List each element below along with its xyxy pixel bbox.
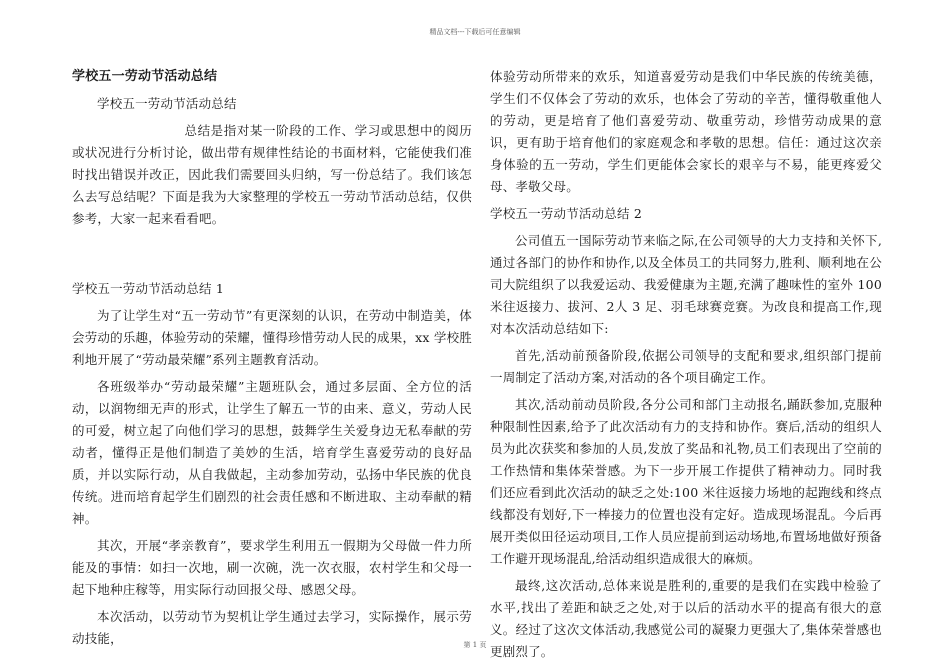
- page-header: 精品文档---下载后可任意编辑: [429, 28, 521, 36]
- paragraph: 体验劳动所带来的欢乐，知道喜爱劳动是我们中华民族的传统美德，学生们不仅体会了劳动的欢乐，也体会了劳动的辛苦，懂得敬重他人的劳动，更是培育了他们喜爱劳动、敬重劳动，珍惜劳动成果的意识，更有助于培育他们的家庭观念和孝敬的思想。信任：通过这次亲身体验的五一劳动，学生们更能体会家长的艰辛与不易，能更疼爱父母、孝敬父母。: [490, 69, 882, 194]
- intro-paragraph: 总结是指对某一阶段的工作、学习或思想中的阅历或状况进行分析讨论，做出带有规律性结论的书面材料，它能使我们准时找出错误并改正，因此我们需要回头归纳，写一份总结了。我们该怎么去写总结呢？下面是我为大家整理的学校五一劳动节活动总结，仅供参考，大家一起来看看吧。: [72, 123, 472, 226]
- left-column: [72, 66, 472, 650]
- paragraph: 为了让学生对“五一劳动节”有更深刻的认识，在劳动中制造美，体会劳动的乐趣，体验劳动的荣耀，懂得珍惜劳动人民的成果，xx 学校胜利地开展了“劳动最荣耀”系列主题教育活动。: [72, 308, 472, 367]
- paragraph: 其次，开展“孝亲教育”，要求学生利用五一假期为父母做一件力所能及的事情：如扫一次地，刷一次碗，洗一次衣服，农村学生和父母一起下地种庄稼等，用实际行动回报父母、感恩父母。: [72, 538, 472, 597]
- paragraph: 其次,活动前动员阶段,各分公司和部门主动报名,踊跃参加,克服种种限制性因素,给予了此次活动有力的支持和协作。赛后,活动的组织人员为此次获奖和参加的人员,发放了奖品和礼物,员工们表现出了空前的工作热情和集体荣誉感。为下一步开展工作提供了精神动力。同时我们还应看到此次活动的缺乏之处:100 米往返接力场地的起跑线和终点线都没有划好,下一棒接力的位置也没有定好。造成现场混乱。今后再展开类似田径运动项目,工作人员应提前到运动场地,布置场地做好预备工作避开现场混乱,给活动组织造成很大的麻烦。: [490, 397, 882, 566]
- paragraph: 本次活动，以劳动节为契机让学生通过去学习，实际操作，展示劳动技能，: [72, 609, 472, 646]
- paragraph: 首先,活动前预备阶段,依据公司领导的支配和要求,组织部门提前一周制定了活动方案,对活动的各个项目确定工作。: [490, 348, 882, 385]
- page-footer: 第 1 页: [463, 641, 487, 649]
- right-column: [490, 66, 882, 663]
- section-heading-2: 学校五一劳动节活动总结 2: [490, 206, 643, 221]
- section-heading-1: 学校五一劳动节活动总结 1: [72, 281, 225, 296]
- document-title: 学校五一劳动节活动总结: [72, 69, 218, 84]
- paragraph: 公司值五一国际劳动节来临之际,在公司领导的大力支持和关怀下,通过各部门的协作和协作,以及全体员工的共同努力,胜利、顺利地在公司大院组织了以我爱运动、我爱健康为主题,充满了趣味性的室外 100 米往返接力、拔河、2人 3 足、羽毛球赛竞赛。为改良和提高工作,现对本次活动总结如下:: [490, 233, 882, 336]
- paragraph: 各班级举办“劳动最荣耀”主题班队会，通过多层面、全方位的活动，以润物细无声的形式，让学生了解五一节的由来、意义，劳动人民的可爱，树立起了向他们学习的思想，鼓舞学生关爱身边无私奉献的劳动者，懂得正是他们制造了美妙的生活，培育学生喜爱劳动的良好品质，并以实际行动，从自我做起，主动参加劳动，弘扬中华民族的优良传统。进而培育起学生们剧烈的社会责任感和不断进取、主动奉献的精神。: [72, 379, 472, 526]
- paragraph: 最终,这次活动,总体来说是胜利的,重要的是我们在实践中检验了水平,找出了差距和缺乏之处,对于以后的活动水平的提高有很大的意义。经过了这次文体活动,我感觉公司的凝聚力更强大了,集体荣誉感也更剧烈了。: [490, 578, 882, 659]
- subtitle: 学校五一劳动节活动总结: [97, 96, 237, 111]
